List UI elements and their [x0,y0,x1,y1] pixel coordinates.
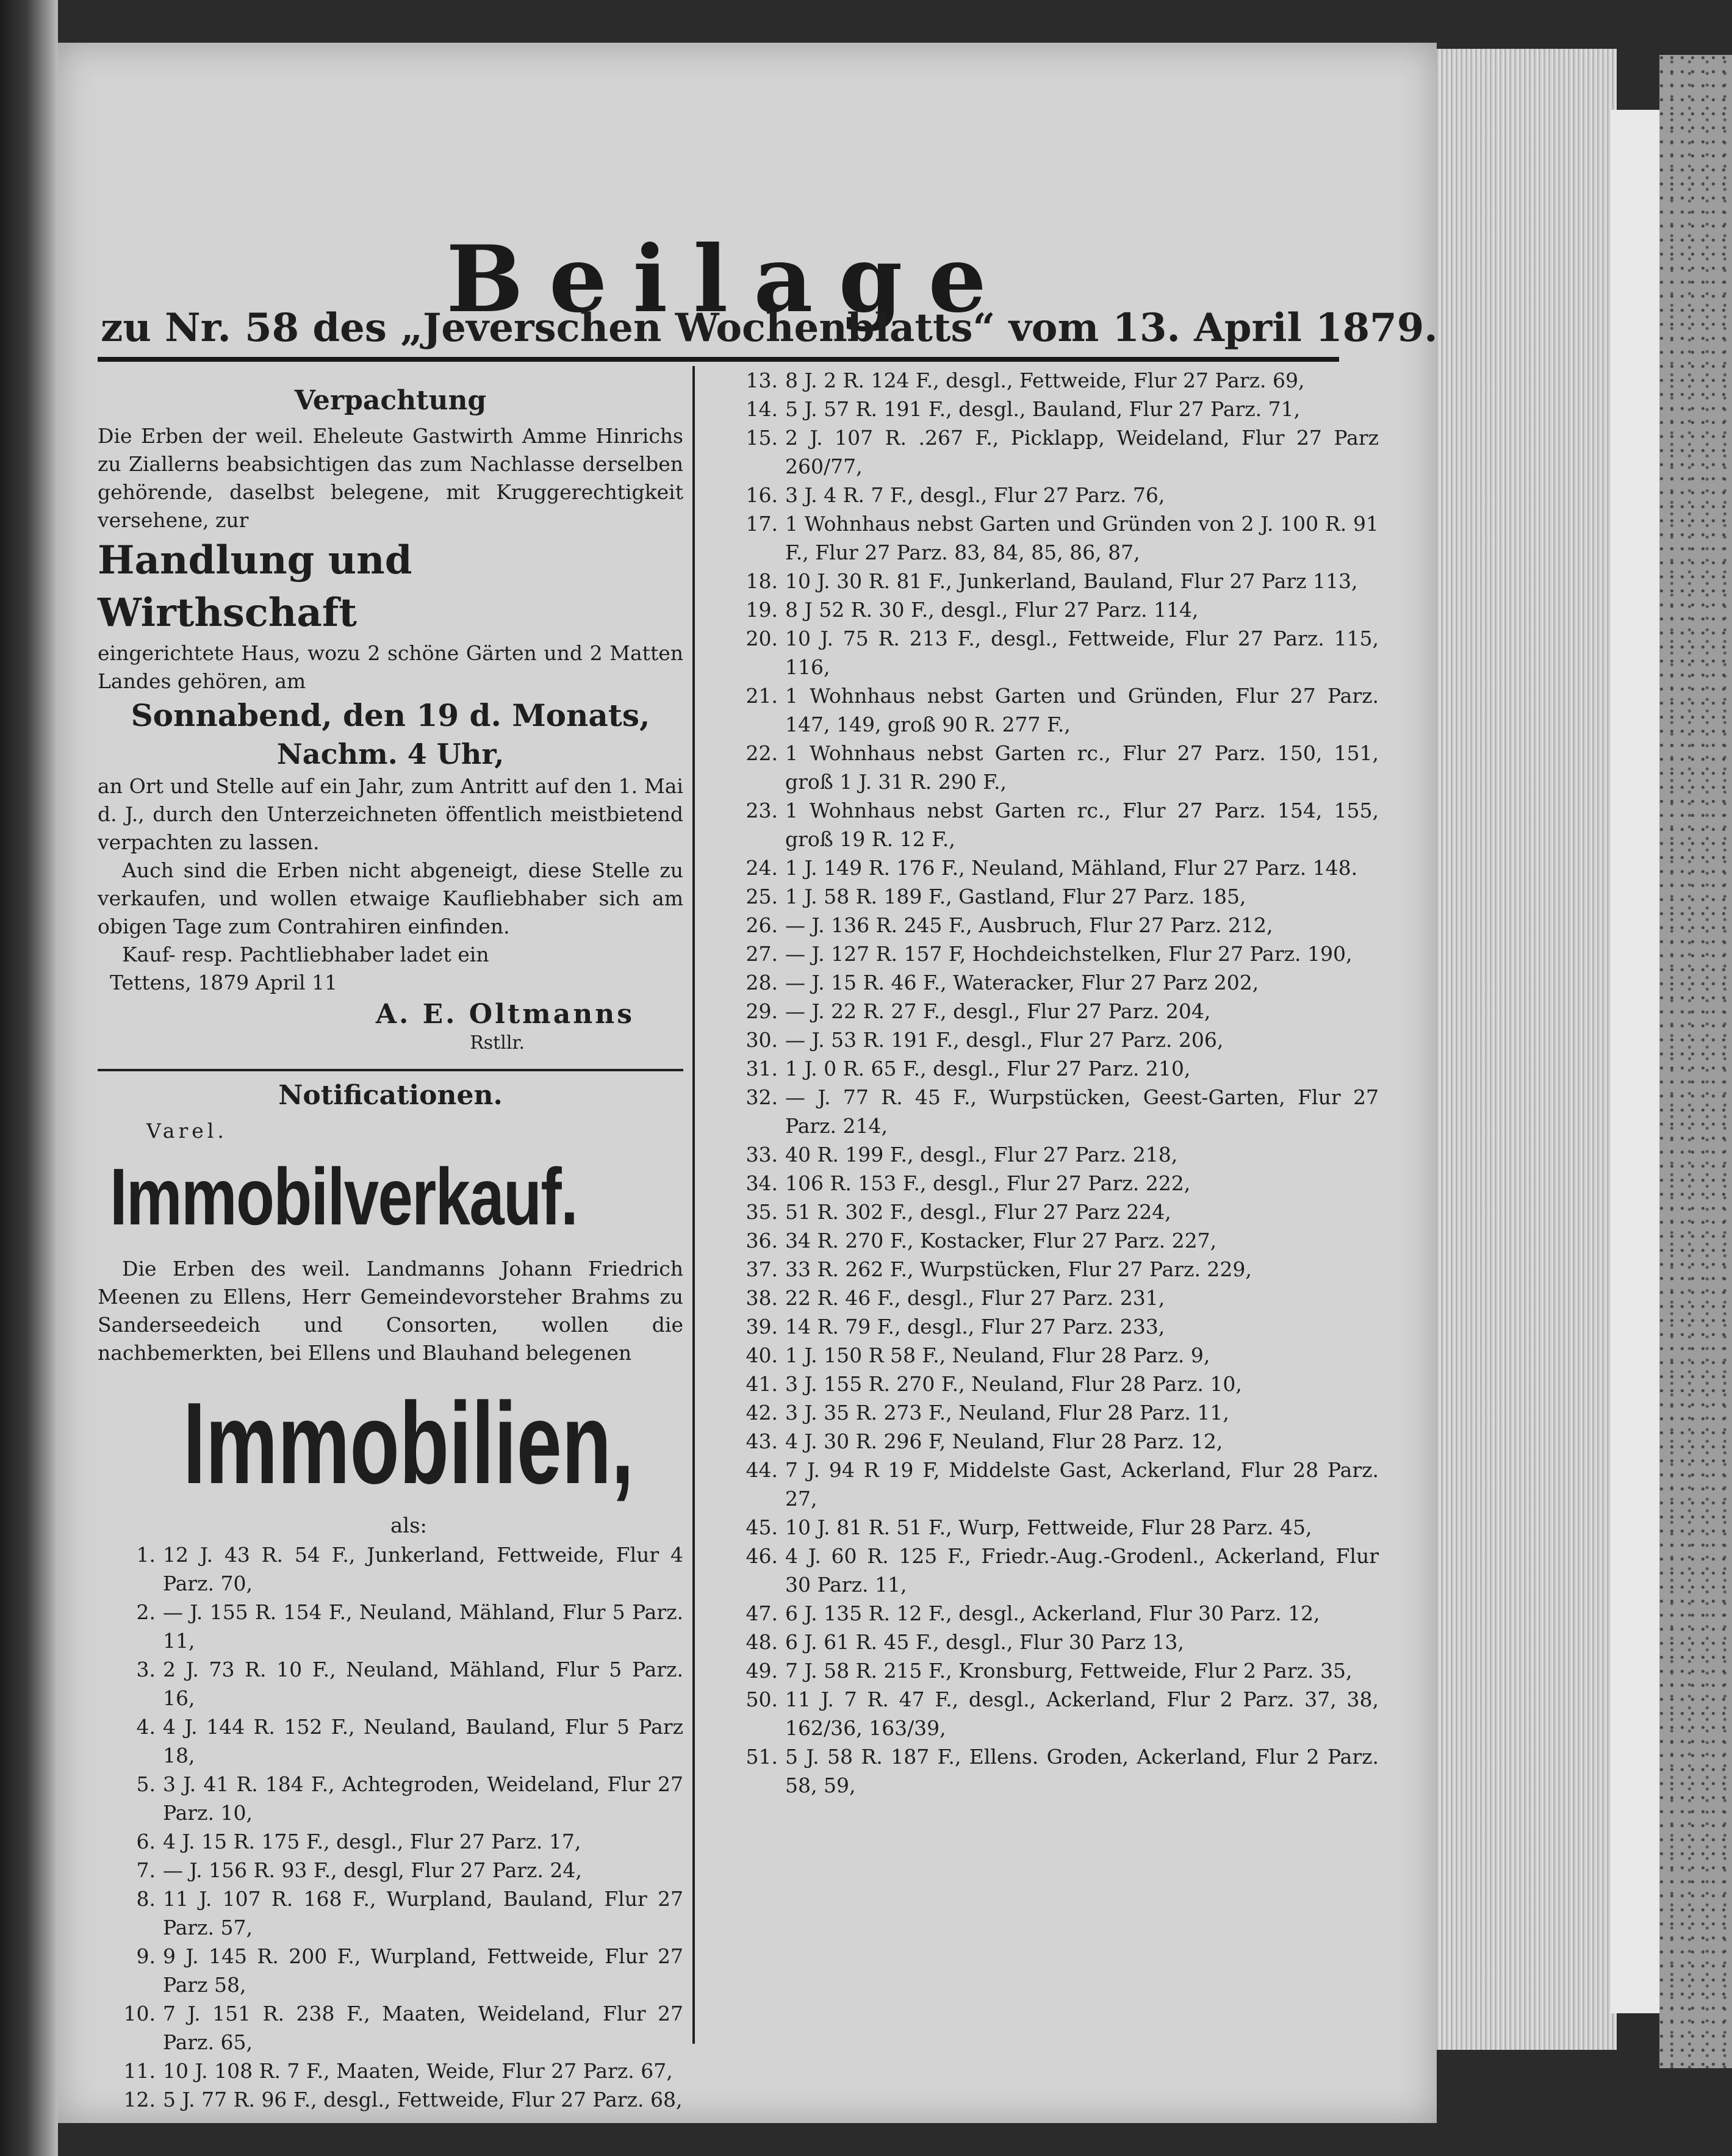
parcel-description: 4 J. 144 R. 152 F., Neuland, Bauland, Flur 5 Parz 18, [163,1715,683,1767]
parcel-list-item [720,1341,1379,1370]
parcel-number: 34. [746,1171,778,1195]
parcel-number: 4. [136,1715,156,1739]
parcel-number: 49. [746,1659,778,1683]
parcel-description: 5 J. 77 R. 96 F., desgl., Fettweide, Flur 27 Parz. 68, [163,2088,683,2111]
parcel-number: 20. [746,627,778,650]
verpachtung-body: an Ort und Stelle auf ein Jahr, zum Antritt auf den 1. Mai d. J., durch den Unterzeichneten öffentlich meistbietend verpachten zu lassen. [98,774,683,854]
parcel-list-item [720,1599,1379,1628]
parcel-number: 43. [746,1429,778,1453]
parcel-number: 21. [746,684,778,708]
parcel-list-item [98,2085,683,2114]
parcel-description: 5 J. 58 R. 187 F., Ellens. Groden, Ackerland, Flur 2 Parz. 58, 59, [785,1745,1379,1797]
parcel-description: 2 J. 73 R. 10 F., Neuland, Mähland, Flur 5 Parz. 16, [163,1658,683,1710]
parcel-number: 30. [746,1028,778,1052]
verpachtung-title: Verpachtung [294,385,487,416]
parcel-description: 22 R. 46 F., desgl., Flur 27 Parz. 231, [785,1286,1165,1310]
parcel-description: — J. 53 R. 191 F., desgl., Flur 27 Parz. 206, [785,1028,1224,1052]
notifications-headline: Immobilverkauf. [110,1152,578,1241]
parcel-list-item [720,1140,1379,1169]
parcel-number: 41. [746,1372,778,1396]
parcel-number: 14. [746,397,778,421]
parcel-list-item [720,882,1379,911]
notifications-headline2: Immobilien, [183,1379,634,1508]
parcel-description: 7 J. 58 R. 215 F., Kronsburg, Fettweide, Flur 2 Parz. 35, [785,1659,1353,1683]
parcel-list-item [98,1885,683,1942]
section-rule [98,1069,683,1071]
parcel-number: 18. [746,569,778,593]
parcel-description: 1 J. 58 R. 189 F., Gastland, Flur 27 Parz. 185, [785,885,1246,908]
parcel-list-item [720,481,1379,509]
parcel-description: 14 R. 79 F., desgl., Flur 27 Parz. 233, [785,1315,1165,1339]
parcel-number: 22. [746,741,778,765]
parcel-description: 10 J. 75 R. 213 F., desgl., Fettweide, Flur 27 Parz. 115, 116, [785,627,1379,679]
verpachtung-body2: Auch sind die Erben nicht abgeneigt, diese Stelle zu verkaufen, und wollen etwaige Kaufliebhaber sich am obigen Tage zum Contrahiren einfinden. [98,858,683,938]
parcel-number: 13. [746,368,778,392]
parcel-list-item [98,1655,683,1712]
parcel-list-item [720,1628,1379,1656]
parcel-description: 8 J 52 R. 30 F., desgl., Flur 27 Parz. 114, [785,598,1199,622]
parcel-number: 6. [136,1830,156,1853]
parcel-list-item [720,595,1379,624]
parcel-list-item [720,940,1379,968]
parcel-list-item [720,624,1379,681]
verpachtung-place-date: Tettens, 1879 April 11 [110,971,337,994]
parcel-number: 29. [746,999,778,1023]
parcel-list-item [720,1685,1379,1742]
parcel-number: 17. [746,512,778,536]
parcel-list-item [720,1312,1379,1341]
parcel-list-item [720,567,1379,595]
parcel-list-item [720,1083,1379,1140]
newspaper-page [58,43,1437,2123]
parcel-description: 10 J. 30 R. 81 F., Junkerland, Bauland, Flur 27 Parz 113, [785,569,1358,593]
parcel-number: 2. [136,1600,156,1624]
parcel-description: 4 J. 15 R. 175 F., desgl., Flur 27 Parz. 17, [163,1830,581,1853]
parcel-description: 33 R. 262 F., Wurpstücken, Flur 27 Parz. 229, [785,1257,1252,1281]
verpachtung-invite: Kauf- resp. Pachtliebhaber ladet ein [122,943,489,966]
parcel-description: 6 J. 135 R. 12 F., desgl., Ackerland, Flur 30 Parz. 12, [785,1601,1320,1625]
parcel-description: 3 J. 155 R. 270 F., Neuland, Flur 28 Parz. 10, [785,1372,1242,1396]
parcel-description: 4 J. 60 R. 125 F., Friedr.-Aug.-Grodenl., Ackerland, Flur 30 Parz. 11, [785,1544,1379,1597]
parcel-number: 40. [746,1343,778,1367]
parcel-number: 5. [136,1772,156,1796]
parcel-description: 1 Wohnhaus nebst Garten und Gründen von 2 J. 100 R. 91 F., Flur 27 Parz. 83, 84, 85, 86, 87, [785,512,1379,564]
verpachtung-signature: A. E. Oltmanns [375,999,634,1030]
parcel-description: — J. 136 R. 245 F., Ausbruch, Flur 27 Parz. 212, [785,913,1273,937]
parcel-number: 1. [136,1543,156,1567]
parcel-number: 42. [746,1401,778,1425]
parcel-description: 7 J. 151 R. 238 F., Maaten, Weideland, Flur 27 Parz. 65, [163,2002,683,2054]
parcel-description: 1 J. 150 R 58 F., Neuland, Flur 28 Parz. 9, [785,1343,1210,1367]
parcel-description: — J. 155 R. 154 F., Neuland, Mähland, Flur 5 Parz. 11, [163,1600,683,1653]
parcel-list-item [720,997,1379,1026]
parcel-description: 11 J. 7 R. 47 F., desgl., Ackerland, Flur 2 Parz. 37, 38, 162/36, 163/39, [785,1687,1379,1740]
parcel-description: 1 J. 149 R. 176 F., Neuland, Mähland, Flur 27 Parz. 148. [785,856,1358,880]
parcel-list-item [98,1999,683,2057]
parcel-list-item [720,1456,1379,1513]
parcel-list-left [98,1540,683,2114]
parcel-description: 34 R. 270 F., Kostacker, Flur 27 Parz. 227, [785,1229,1217,1252]
parcel-description: 2 J. 107 R. .267 F., Picklapp, Weideland, Flur 27 Parz 260/77, [785,426,1379,478]
parcel-list-item [720,739,1379,796]
parcel-list-item [98,1942,683,1999]
parcel-description: 9 J. 145 R. 200 F., Wurpland, Fettweide, Flur 27 Parz 58, [163,1944,683,1997]
parcel-number: 39. [746,1315,778,1339]
page-subtitle: zu Nr. 58 des „Jeverschen Wochenblatts“ vom 13. April 1879. [101,305,1438,351]
parcel-description: 4 J. 30 R. 296 F, Neuland, Flur 28 Parz. 12, [785,1429,1223,1453]
parcel-description: — J. 77 R. 45 F., Wurpstücken, Geest-Garten, Flur 27 Parz. 214, [785,1085,1379,1138]
parcel-number: 36. [746,1229,778,1252]
parcel-number: 9. [136,1944,156,1968]
parcel-list-item [720,853,1379,882]
parcel-number: 12. [123,2088,156,2111]
book-binding-left [0,0,58,2156]
parcel-description: 10 J. 81 R. 51 F., Wurp, Fettweide, Flur 28 Parz. 45, [785,1515,1312,1539]
parcel-description: 11 J. 107 R. 168 F., Wurpland, Bauland, Flur 27 Parz. 57, [163,1887,683,1939]
parcel-number: 7. [136,1858,156,1882]
book-page-edges [1434,49,1617,2050]
parcel-number: 27. [746,942,778,966]
parcel-number: 44. [746,1458,778,1482]
parcel-list-item [98,2057,683,2085]
parcel-list-item [720,395,1379,423]
parcel-list-item [720,1198,1379,1226]
parcel-number: 10. [123,2002,156,2025]
parcel-description: 1 Wohnhaus nebst Garten und Gründen, Flur 27 Parz. 147, 149, groß 90 R. 277 F., [785,684,1379,736]
parcel-number: 46. [746,1544,778,1568]
parcel-list-right [720,366,1379,1800]
parcel-list-item [720,1255,1379,1284]
parcel-number: 3. [136,1658,156,1681]
parcel-list-item [720,1656,1379,1685]
verpachtung-houses: eingerichtete Haus, wozu 2 schöne Gärten und 2 Matten Landes gehören, am [98,641,683,693]
column-divider [692,366,695,2044]
parcel-list-item [720,1370,1379,1398]
parcel-description: — J. 22 R. 27 F., desgl., Flur 27 Parz. 204, [785,999,1211,1023]
parcel-number: 48. [746,1630,778,1654]
parcel-list-item [720,509,1379,567]
parcel-description: 3 J. 35 R. 273 F., Neuland, Flur 28 Parz. 11, [785,1401,1229,1425]
parcel-list-item [720,1513,1379,1542]
parcel-description: 106 R. 153 F., desgl., Flur 27 Parz. 222, [785,1171,1191,1195]
parcel-description: 7 J. 94 R 19 F, Middelste Gast, Ackerland, Flur 28 Parz. 27, [785,1458,1379,1511]
parcel-description: 51 R. 302 F., desgl., Flur 27 Parz 224, [785,1200,1171,1224]
parcel-list-item [720,423,1379,481]
parcel-number: 25. [746,885,778,908]
parcel-number: 37. [746,1257,778,1281]
parcel-list-item [720,911,1379,940]
parcel-list-item [98,1770,683,1827]
parcel-description: 6 J. 61 R. 45 F., desgl., Flur 30 Parz 13, [785,1630,1184,1654]
parcel-description: — J. 127 R. 157 F, Hochdeichstelken, Flur 27 Parz. 190, [785,942,1353,966]
notifications-place: Varel. [146,1119,228,1143]
parcel-number: 11. [123,2059,156,2083]
verpachtung-signature-title: Rstllr. [470,1032,525,1054]
parcel-description: 5 J. 57 R. 191 F., desgl., Bauland, Flur 27 Parz. 71, [785,397,1301,421]
parcel-description: 40 R. 199 F., desgl., Flur 27 Parz. 218, [785,1143,1178,1166]
parcel-number: 8. [136,1887,156,1911]
parcel-number: 32. [746,1085,778,1109]
parcel-description: 1 Wohnhaus nebst Garten rc., Flur 27 Parz. 154, 155, groß 19 R. 12 F., [785,799,1379,851]
parcel-list-item [720,968,1379,997]
parcel-description: 1 J. 0 R. 65 F., desgl., Flur 27 Parz. 210, [785,1057,1191,1080]
notifications-title: Notificationen. [278,1080,503,1111]
parcel-number: 19. [746,598,778,622]
parcel-list-item [720,1542,1379,1599]
parcel-number: 35. [746,1200,778,1224]
parcel-description: 1 Wohnhaus nebst Garten rc., Flur 27 Parz. 150, 151, groß 1 J. 31 R. 290 F., [785,741,1379,794]
header-rule [98,357,1339,362]
parcel-number: 45. [746,1515,778,1539]
parcel-number: 15. [746,426,778,450]
book-page-edges-light [1611,110,1659,2013]
verpachtung-date: Sonnabend, den 19 d. Monats, [131,697,650,733]
notifications-intro: Die Erben des weil. Landmanns Johann Friedrich Meenen zu Ellens, Herr Gemeindevorsteher Brahms zu Sanderseedeich und Consorten, wollen die nachbemerkten, bei Ellens und Blauhand belegenen [98,1257,683,1365]
parcel-list-item [720,1054,1379,1083]
parcel-number: 51. [746,1745,778,1769]
notifications-als: als: [390,1514,428,1538]
parcel-list-item [720,1026,1379,1054]
book-cover [1659,55,1732,2068]
parcel-number: 50. [746,1687,778,1711]
parcel-list-item [98,1856,683,1885]
parcel-list-item [98,1712,683,1770]
parcel-number: 24. [746,856,778,880]
parcel-list-item [98,1540,683,1598]
parcel-list-item [720,681,1379,739]
parcel-list-item [98,1598,683,1655]
parcel-number: 23. [746,799,778,822]
parcel-list-item [720,1742,1379,1800]
parcel-list-item [720,1284,1379,1312]
right-column [720,366,1379,1800]
parcel-list-item [720,1398,1379,1427]
parcel-description: 3 J. 4 R. 7 F., desgl., Flur 27 Parz. 76, [785,483,1165,507]
parcel-number: 38. [746,1286,778,1310]
page-title: Beilage [446,226,1012,333]
parcel-number: 26. [746,913,778,937]
parcel-description: 3 J. 41 R. 184 F., Achtegroden, Weideland, Flur 27 Parz. 10, [163,1772,683,1825]
verpachtung-intro: Die Erben der weil. Eheleute Gastwirth Amme Hinrichs zu Ziallerns beabsichtigen das zum Nachlasse derselben gehörende, daselbst belegene, mit Kruggerechtigkeit versehene, zur [98,424,683,532]
parcel-number: 16. [746,483,778,507]
verpachtung-time: Nachm. 4 Uhr, [276,738,505,771]
parcel-list-item [720,1169,1379,1198]
parcel-description: — J. 15 R. 46 F., Wateracker, Flur 27 Parz 202, [785,971,1259,994]
parcel-list-item [98,1827,683,1856]
parcel-list-item [720,796,1379,853]
parcel-list-item [720,366,1379,395]
parcel-list-item [720,1427,1379,1456]
parcel-number: 47. [746,1601,778,1625]
parcel-number: 33. [746,1143,778,1166]
parcel-number: 31. [746,1057,778,1080]
parcel-number: 28. [746,971,778,994]
parcel-description: 8 J. 2 R. 124 F., desgl., Fettweide, Flur 27 Parz. 69, [785,368,1305,392]
parcel-description: 12 J. 43 R. 54 F., Junkerland, Fettweide, Flur 4 Parz. 70, [163,1543,683,1595]
verpachtung-business: Handlung und Wirthschaft [98,537,412,636]
parcel-description: — J. 156 R. 93 F., desgl, Flur 27 Parz. 24, [163,1858,582,1882]
parcel-list-item [720,1226,1379,1255]
left-column [98,381,683,2114]
parcel-description: 10 J. 108 R. 7 F., Maaten, Weide, Flur 27 Parz. 67, [163,2059,673,2083]
